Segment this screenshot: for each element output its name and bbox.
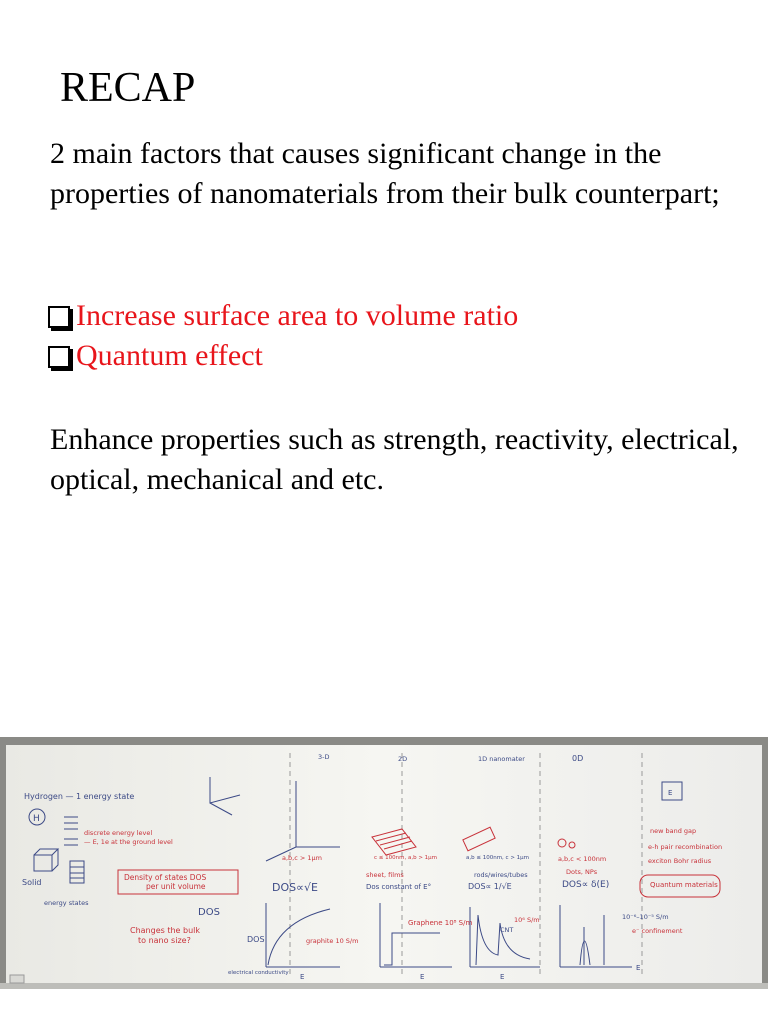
dos-definition-2: per unit volume — [146, 882, 206, 891]
axis-e-0d: E — [636, 964, 641, 972]
discrete-note: discrete energy level — [84, 829, 153, 837]
axis-e-3d: E — [300, 973, 305, 981]
changes-note-1: Changes the bulk — [130, 926, 201, 935]
axis-e-box: E — [668, 789, 673, 797]
dots-note: Dots, NPs — [566, 868, 598, 876]
energy-states-note: energy states — [44, 899, 89, 907]
dos-definition-1: Density of states DOS — [124, 873, 207, 882]
dos-axis-label: DOS — [247, 935, 265, 944]
bullet-text: Increase surface area to volume ratio — [76, 299, 519, 332]
size-2d: c ≤ 100nm, a,b > 1μm — [374, 855, 438, 861]
whiteboard-photo — [0, 737, 768, 989]
recomb-note: e-h pair recombination — [648, 843, 723, 851]
bullet-text: Quantum effect — [76, 339, 263, 372]
cnt-value: 10⁶ S/m — [514, 916, 540, 924]
ground-note: — E, 1e at the ground level — [84, 838, 173, 846]
bullet-list — [48, 296, 518, 376]
hydrogen-note: Hydrogen — 1 energy state — [24, 792, 135, 801]
bullet-surface-area — [48, 296, 518, 336]
sheet-note: sheet, films — [366, 871, 404, 879]
graphene-note: Graphene 10⁸ S/m — [408, 919, 473, 927]
electrical-note: electrical conductivity — [228, 970, 289, 976]
h-symbol: H — [33, 814, 40, 824]
size-1d: a,b ≤ 100nm, c > 1μm — [466, 855, 530, 861]
header-3d: 3-D — [318, 753, 330, 761]
checkbox-icon — [48, 306, 70, 328]
dos-0d: DOS∝ δ(E) — [562, 880, 610, 890]
rods-note: rods/wires/tubes — [474, 871, 528, 879]
axis-e-2d: E — [420, 973, 425, 981]
value-0d: 10⁻⁶–10⁻⁵ S/m — [622, 913, 669, 921]
size-0d: a,b,c < 100nm — [558, 855, 607, 863]
solid-note: Solid — [22, 878, 42, 887]
dos-3d: DOS∝√E — [272, 881, 318, 894]
dos-label: DOS — [198, 907, 220, 918]
quantum-materials-note: Quantum materials — [650, 881, 718, 889]
enhance-paragraph: Enhance properties such as strength, reactivity, electrical, optical, mechanical and etc. — [50, 423, 739, 496]
new-band-note: new band gap — [650, 827, 697, 835]
bullet-quantum-effect — [48, 336, 518, 376]
header-0d: 0D — [572, 754, 584, 763]
dos-1d: DOS∝ 1/√E — [468, 882, 512, 891]
graphite-note: graphite 10 S/m — [306, 937, 359, 945]
size-3d: a,b,c > 1μm — [282, 854, 322, 862]
intro-paragraph: 2 main factors that causes significant change in the properties of nanomaterials from their bulk counterpart; — [50, 137, 720, 210]
header-2d: 2D — [398, 755, 408, 763]
slide-title: RECAP — [60, 65, 196, 111]
checkbox-icon — [48, 346, 70, 368]
confinement-note: e⁻ confinement — [632, 927, 683, 935]
changes-note-2: to nano size? — [138, 936, 191, 945]
header-1d: 1D nanomater — [478, 755, 525, 763]
cnt-note: CNT — [500, 926, 514, 934]
dos-2d: Dos constant of E° — [366, 883, 432, 891]
exciton-note: exciton Bohr radius — [648, 857, 712, 865]
axis-e-1d: E — [500, 973, 505, 981]
